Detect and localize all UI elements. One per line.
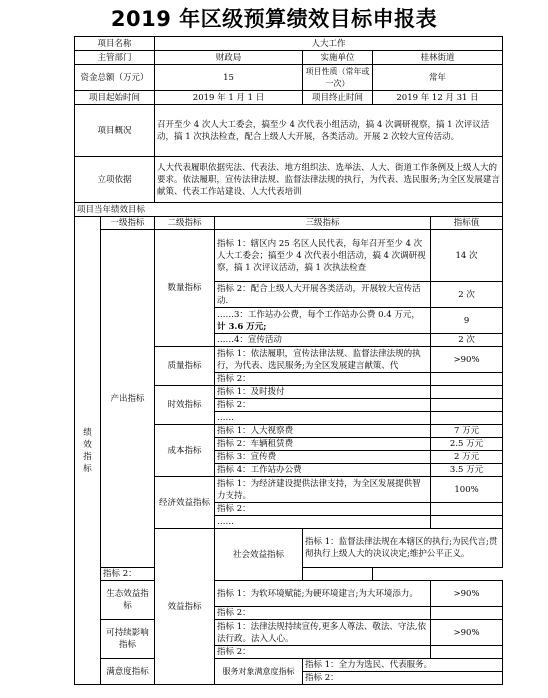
timeliness-item-2: 指标 2：	[215, 399, 431, 412]
row-project-name	[75, 37, 503, 51]
table-row	[75, 230, 503, 282]
cost-value-2: 2.5 万元	[431, 438, 503, 451]
sustainability-item-2: 指标 2：	[215, 646, 431, 659]
cost-item-1: 指标 1：人大视察费	[215, 425, 431, 438]
cost-indicator-label: 成本指标	[155, 425, 215, 477]
satisfaction-item-1: 指标 1：全力为选民、代表服务。	[303, 659, 503, 672]
timeliness-value-2	[431, 399, 503, 412]
economic-value-2	[431, 503, 503, 516]
quantity-item-3-total: 计 3.6 万元;	[217, 321, 267, 332]
row-funds	[75, 65, 503, 91]
ecological-item-2: 指标 2：	[215, 607, 431, 620]
row-department	[75, 51, 503, 65]
start-value: 2019 年 1 月 1 日	[155, 91, 303, 105]
funds-value: 15	[155, 65, 303, 91]
col-header-lv2: 二级指标	[155, 217, 215, 230]
impl-label: 实施单位	[303, 51, 373, 65]
basis-text: 人大代表履职依据宪法、代表法、地方组织法、选举法、人大、街道工作条例及上级人大的要求。依法履职，宣传法律法规、监督法律法规的执行，为代表、选民服务;为全区发展建言献策、代表工作站建设、人大代表培训	[155, 157, 503, 203]
project-name-label: 项目名称	[75, 37, 155, 51]
budget-performance-table	[74, 36, 503, 685]
quantity-item-3	[215, 308, 431, 334]
dept-value: 财政局	[155, 51, 303, 65]
overview-label: 项目概况	[75, 105, 155, 157]
quantity-value-2: 2 次	[431, 282, 503, 308]
col-header-value: 指标值	[431, 217, 503, 230]
satisfaction-indicator-label: 满意度指标	[101, 659, 155, 685]
end-value: 2019 年 12 月 31 日	[373, 91, 503, 105]
quality-item-1: 指标 1：依法履职，宣传法律法规、监督法律法规的执行，为代表、选民服务;为全区发展建言献策、代	[215, 347, 431, 373]
quantity-item-2: 指标 2：配合上级人大开展各类活动，开展较大宣传活动.	[215, 282, 431, 308]
benefit-indicator-label: 效益指标	[155, 529, 215, 685]
quality-value-2	[431, 373, 503, 386]
row-dates	[75, 91, 503, 105]
ecological-indicator-label: 生态效益指标	[101, 581, 155, 620]
cost-value-1: 7 万元	[431, 425, 503, 438]
output-indicator-label: 产出指标	[101, 230, 155, 568]
page-title: 2019 年区级预算绩效目标申报表	[110, 7, 438, 31]
dept-label: 主管部门	[75, 51, 155, 65]
social-item-1: 指标 1：监督法律法规在本辖区的执行;为民代言;贯彻执行上级人大的决议决定;维护公平正义。	[303, 529, 503, 568]
quantity-item-1: 指标 1：辖区内 25 名区人民代表，每年召开至少 4 次人大工委会；搞至少 4 次代表小组活动，搞 4 次调研视察，搞 1 次评议活动，搞 1 次执法检查	[215, 230, 431, 282]
quantity-item-4: ……4：宣传活动	[215, 334, 431, 347]
basis-label: 立项依据	[75, 157, 155, 203]
timeliness-value-1	[431, 386, 503, 399]
ecological-value-2	[431, 607, 503, 620]
quality-indicator-label: 质量指标	[155, 347, 215, 386]
economic-item-3: ……	[215, 516, 431, 529]
nature-label: 项目性质（常年或一次）	[303, 65, 373, 91]
social-value-2	[303, 568, 373, 581]
overview-text: 召开至少 4 次人大工委会，搞至少 4 次代表小组活动，搞 4 次调研视察，搞 1 次评议活动，搞 1 次执法检查，配合上级人大开展，各类活动。开展 2 次较大宣传活动。	[155, 105, 503, 157]
sustainability-value-1: >90%	[431, 620, 503, 646]
satisfaction-item-2: 指标 2：	[303, 672, 503, 685]
row-overview	[75, 105, 503, 157]
economic-indicator-label: 经济效益指标	[155, 477, 215, 529]
social-indicator-label: 社会效益指标	[215, 529, 303, 581]
quantity-indicator-label: 数量指标	[155, 230, 215, 347]
funds-label: 资金总额（万元）	[75, 65, 155, 91]
economic-item-1: 指标 1：为经济建设提供法律支持，为全区发展提供智力支持。	[215, 477, 431, 503]
cost-item-4: 指标 4：工作站办公费	[215, 464, 431, 477]
sustainability-value-2	[431, 646, 503, 659]
quantity-value-3: 9	[431, 308, 503, 334]
timeliness-item-3: ……	[215, 412, 431, 425]
quantity-value-1: 14 次	[431, 230, 503, 282]
timeliness-indicator-label: 时效指标	[155, 386, 215, 425]
impl-value: 桂林街道	[373, 51, 503, 65]
quantity-value-4: 2 次	[431, 334, 503, 347]
row-col-headers	[75, 217, 503, 230]
goals-title: 项目当年绩效目标	[75, 203, 503, 217]
cost-value-4: 3.5 万元	[431, 464, 503, 477]
row-goals-title	[75, 203, 503, 217]
nature-value: 常年	[373, 65, 503, 91]
economic-item-2: 指标 2：	[215, 503, 431, 516]
cost-item-2: 指标 2：车辆租赁费	[215, 438, 431, 451]
end-label: 项目终止时间	[303, 91, 373, 105]
row-basis	[75, 157, 503, 203]
ecological-item-1: 指标 1：为软环境赋能;为硬环境建言;为大环境添力。	[215, 581, 431, 607]
timeliness-item-1: 指标 1：及时拨付	[215, 386, 431, 399]
quality-item-2: 指标 2：	[215, 373, 431, 386]
economic-value-1: 100%	[431, 477, 503, 503]
timeliness-value-3	[431, 412, 503, 425]
quantity-item-3-text: ……3：工作站办公费，每个工作站办公费 0.4 万元，	[217, 309, 420, 320]
col-header-lv3: 三级指标	[215, 217, 431, 230]
col-header-lv1: 一级指标	[101, 217, 155, 230]
table-row	[75, 659, 503, 672]
table-row	[75, 581, 503, 607]
perf-indicator-text: 绩效指标	[83, 427, 92, 474]
social-item-2: 指标 2：	[101, 568, 303, 581]
quality-value-1: >90%	[431, 347, 503, 373]
table-row	[75, 620, 503, 646]
sustainability-item-1: 指标 1：法律法规持续宣传,更多人尊法、敬法、守法,依法行政。法入人心。	[215, 620, 431, 646]
perf-indicator-label	[75, 217, 101, 685]
economic-value-3	[431, 516, 503, 529]
sustainability-indicator-label: 可持续影响指标	[101, 620, 155, 659]
table-row	[75, 568, 503, 581]
cost-item-3: 指标 3：宣传费	[215, 451, 431, 464]
project-name-value: 人大工作	[155, 37, 503, 51]
cost-value-3: 2 万元	[431, 451, 503, 464]
service-satisfaction-label: 服务对象满意度指标	[215, 659, 303, 685]
start-label: 项目起始时间	[75, 91, 155, 105]
ecological-value-1: >90%	[431, 581, 503, 607]
